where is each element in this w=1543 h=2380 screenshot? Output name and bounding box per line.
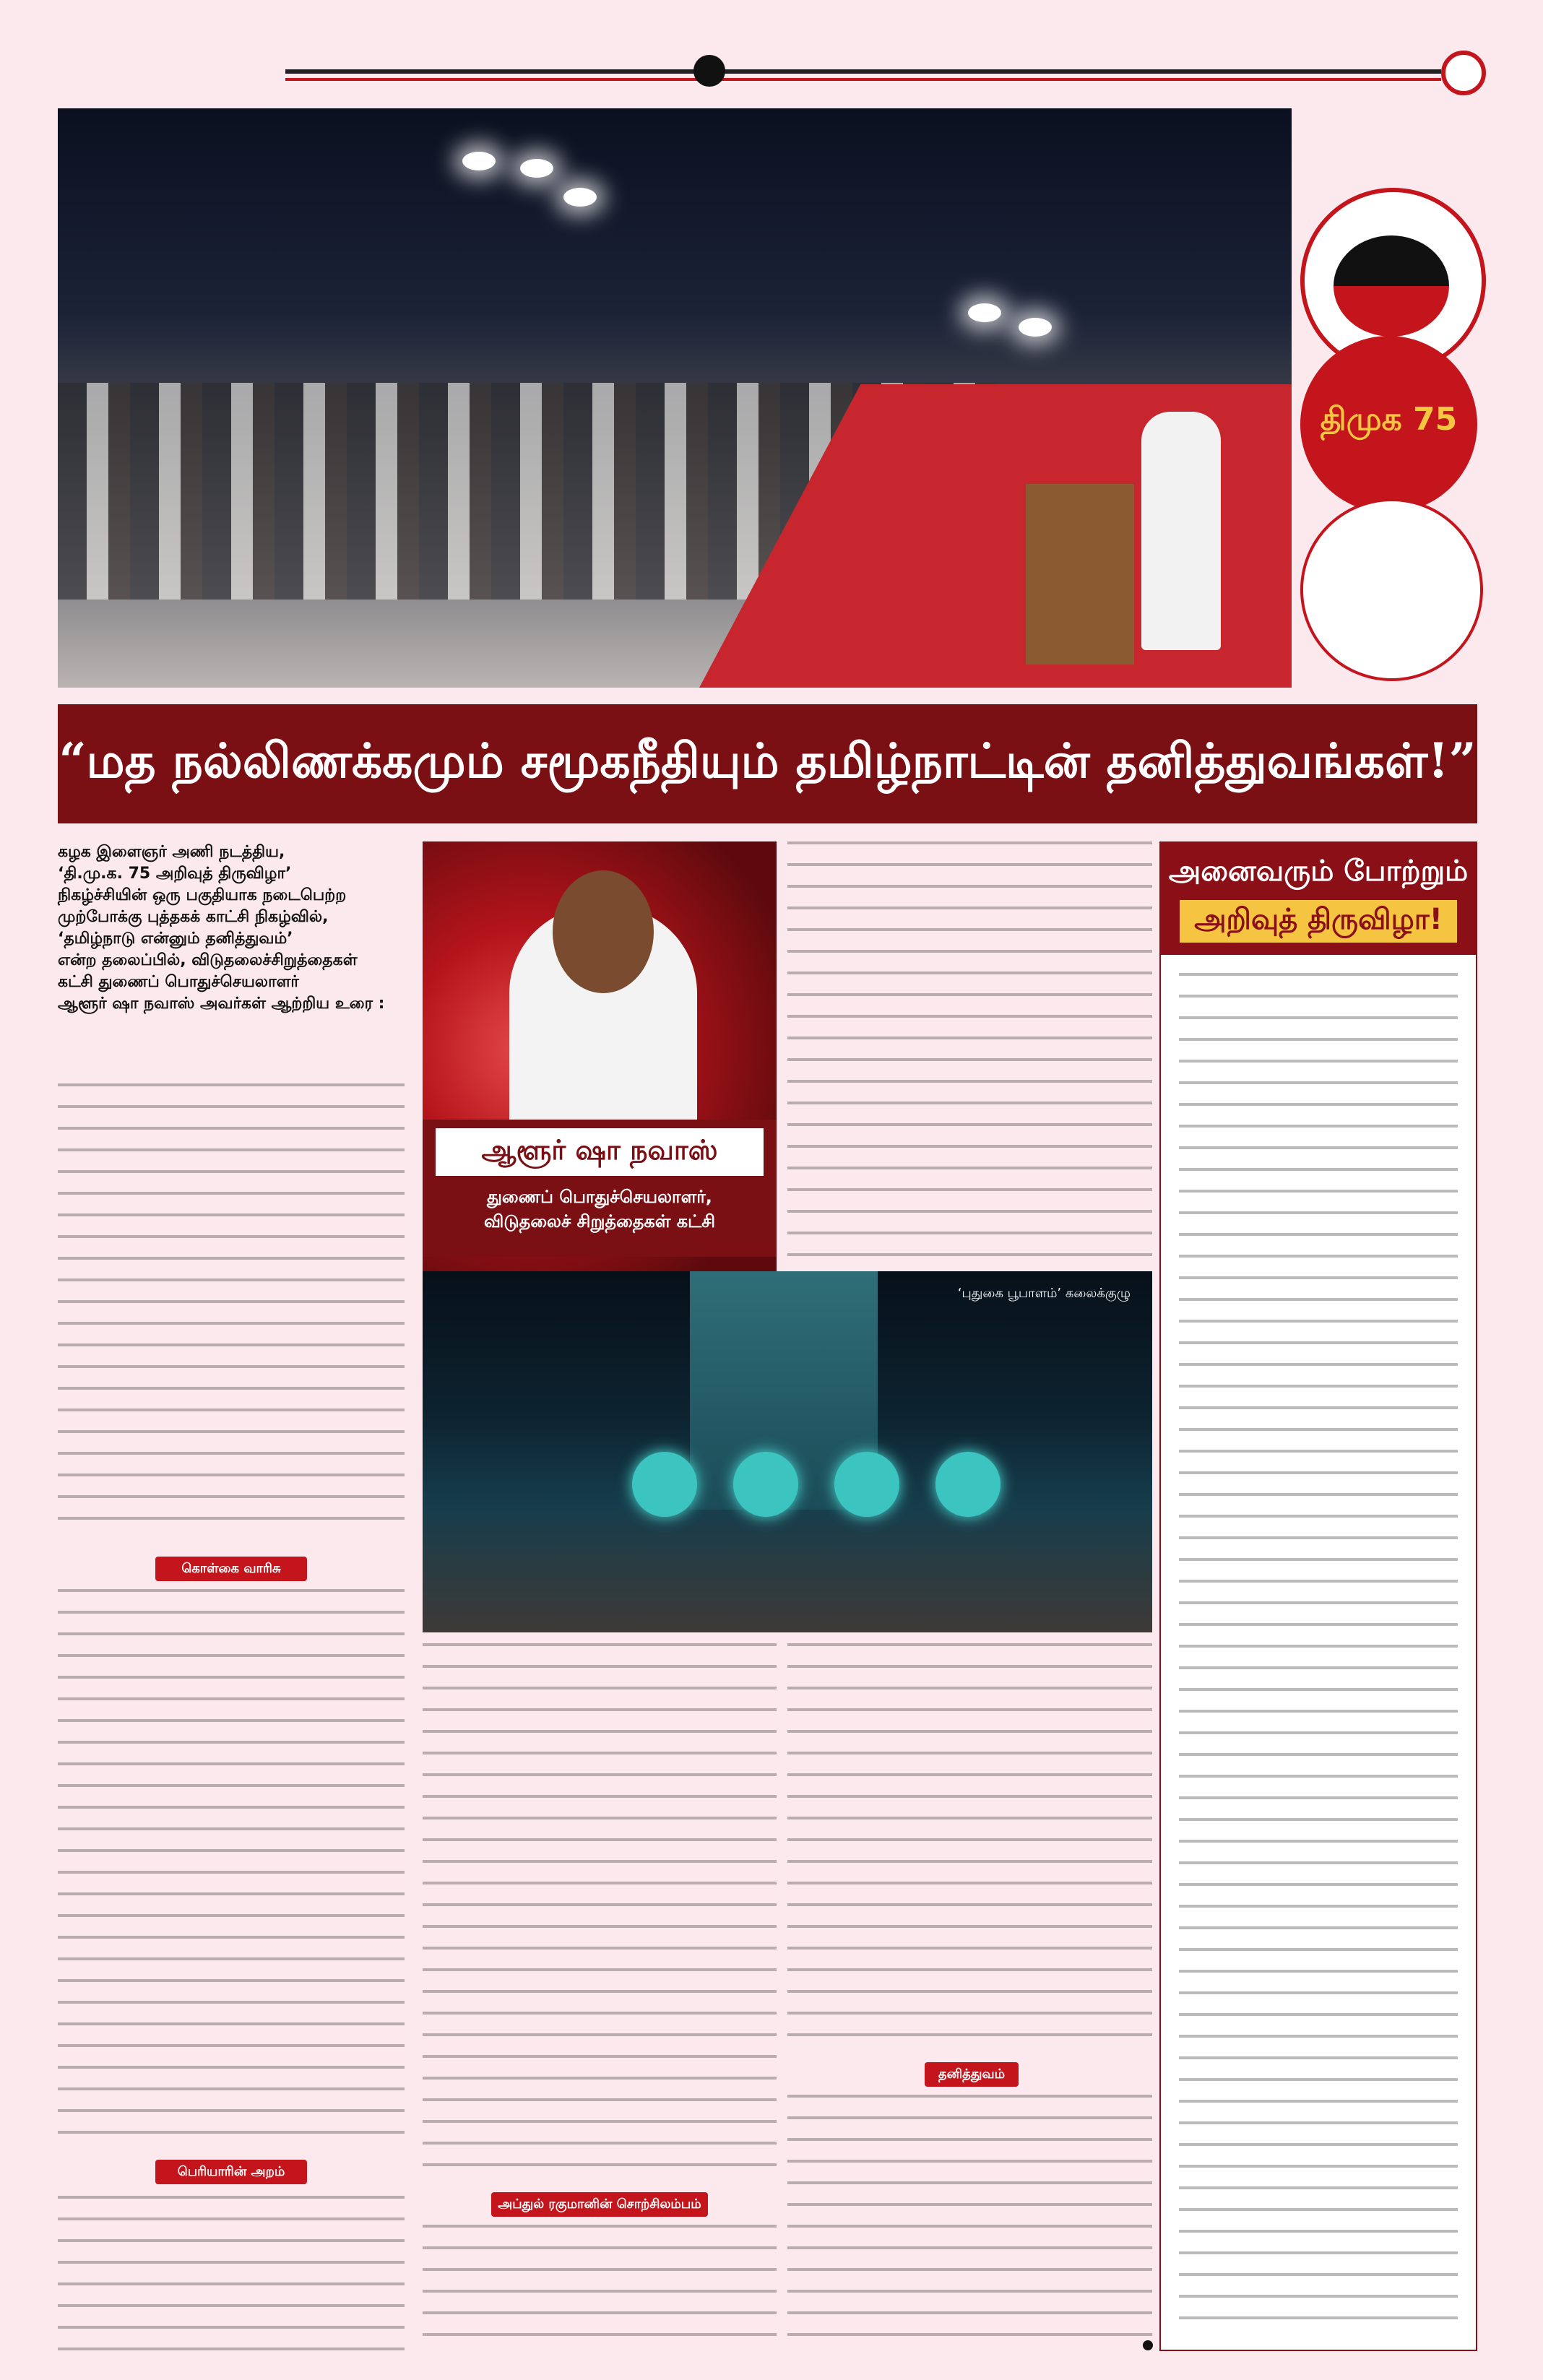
performance-photo: ‘புதுகை பூபாளம்’ கலைக்குழு [423,1271,1152,1632]
speaker-caption: ஆளூர் ஷா நவாஸ் துணைப் பொதுச்செயலாளர், விடுதலைச் சிறுத்தைகள் கட்சி [423,1120,777,1257]
section-tag: பெரியாரின் அறம் [155,2160,307,2184]
column-1-text [58,1083,405,1539]
column-2-text [423,1643,777,2178]
circle-icon [1441,51,1486,95]
sidebar-header: அனைவரும் போற்றும் அறிவுத் திருவிழா! [1159,841,1477,957]
section-tag: கொள்கை வாரிசு [155,1557,307,1581]
section-tag: அப்துல் ரகுமானின் சொற்சிலம்பம் [491,2192,708,2217]
title-banner [58,704,1477,823]
column-3-text [787,841,1152,1257]
end-mark [1143,2340,1153,2350]
dmk-75-logo: திமுக 75 [1300,336,1477,513]
sidebar-box [1159,953,1477,2351]
page-title: “மத நல்லிணக்கமும் சமூகநீதியும் தமிழ்நாட்டின் தனித்துவங்கள்!” [59,732,1477,789]
column-1-text [58,2196,405,2351]
column-2-text [423,2225,777,2351]
intro: கழக இளைஞர் அணி நடத்திய, ‘தி.மு.க. 75 அறிவுத் திருவிழா’ நிகழ்ச்சியின் ஒரு பகுதியாக நடைபெற்ற முற்போக்கு புத்தகக் காட்சி நிகழ்வில், ‘தமிழ்நாடு என்னும் தனித்துவம்’ என்ற தலைப்பில், விடுதலைச்சிறுத்தைகள் கட்சி துணைப் பொதுச்செயலாளர் ஆளூர் ஷா நவாஸ் அவர்கள் ஆற்றிய உரை : [58,843,385,1013]
podium [1026,484,1134,665]
column-1-text [58,1589,405,2145]
speaker [1141,412,1221,650]
section-tag: தனித்துவம் [925,2062,1019,2087]
festival-logo [1300,498,1483,681]
sidebar-text [1179,973,1458,2331]
hero-photo [58,108,1292,688]
top-rule-red [285,78,1441,81]
emblem-icon [693,55,725,87]
top-rule [285,69,1441,74]
column-3-text [787,1643,1152,2048]
column-3-text [787,2095,1152,2351]
